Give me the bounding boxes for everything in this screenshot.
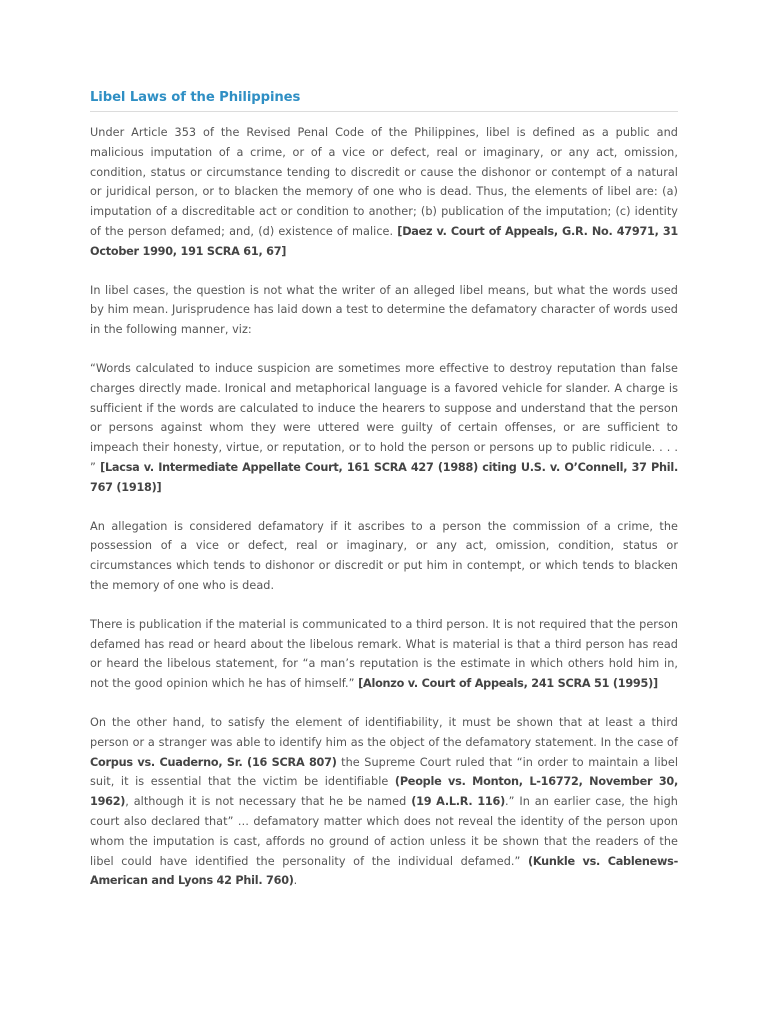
title-divider [90,111,678,112]
paragraph-defamatory-allegation [90,517,678,596]
paragraph-identifiability [90,713,678,891]
body-text: An allegation is considered defamatory if it ascribes to a person the commission of a crime, the possession of a vice or defect, real or imaginary, or any act, omission, condition, status or circumstances which tends to dishonor or discredit or put him in contempt, or which tends to blacken the memory of one who is dead. [90,519,678,592]
document [90,88,678,910]
body-text: There is publication if the material is communicated to a third person. It is not required that the person defamed has read or heard about the libelous remark. What is material is that a third person has read or heard the libelous statement, for “a man’s reputation is the estimate in which others hold him in, not the good opinion which he has of himself.” [90,617,678,691]
paragraph-libel-definition [90,123,678,262]
citation: [Lacsa v. Intermediate Appellate Court, 161 SCRA 427 (1988) citing U.S. v. O’Connell, 37 Phil. 767 (1918)] [90,460,678,494]
body-text: , although it is not necessary that he be named [125,795,412,809]
document-body [90,123,678,891]
citation: [Daez v. Court of Appeals, G.R. No. 47971, 31 October 1990, 191 SCRA 61, 67] [90,224,678,258]
body-text: Under Article 353 of the Revised Penal Code of the Philippines, libel is defined as a public and malicious imputation of a crime, or of a vice or defect, real or imaginary, or any act, omission, condition, status or circumstance tending to discredit or cause the dishonor or contempt of a natural or juridical person, or to blacken the memory of one who is dead. Thus, the elements of libel are: (a) imputation of a discreditable act or condition to another; (b) publication of the imputation; (c) identity of the person defamed; and, (d) existence of malice. [90,126,678,238]
body-text: In libel cases, the question is not what the writer of an alleged libel means, but what the words used by him mean. Jurisprudence has laid down a test to determine the defamatory character of words used in the following manner, viz: [90,283,678,337]
citation: (People vs. Monton, L-16772, November 30, 1962) [90,775,679,809]
body-text: the Supreme Court ruled that “in order to maintain a libel suit, it is essential that the victim be identifiable [90,755,678,789]
paragraph-defamatory-test-intro [90,281,678,340]
citation: (19 A.L.R. 116) [411,795,505,809]
citation: [Alonzo v. Court of Appeals, 241 SCRA 51 (1995)] [358,677,658,691]
paragraph-quoted-test [90,359,678,498]
body-text: “Words calculated to induce suspicion are sometimes more effective to destroy reputation than false charges directly made. Ironical and metaphorical language is a favored vehicle for slander. A charge is sufficient if the words are calculated to induce the hearers to suppose and understand that the person or persons against whom they were uttered were guilty of certain offenses, or are sufficient to impeach their honesty, virtue, or reputation, or to hold the person or persons up to public ridicule. . . . ” [90,361,678,474]
body-text: On the other hand, to satisfy the element of identifiability, it must be shown that at least a third person or a stranger was able to identify him as the object of the defamatory statement. In the case of [90,715,678,749]
body-text: . [293,874,298,888]
citation: (Kunkle vs. Cablenews-American and Lyons 42 Phil. 760) [90,854,678,888]
document-title: Libel Laws of the Philippines [90,90,301,105]
citation: Corpus vs. Cuaderno, Sr. (16 SCRA 807) [90,755,337,769]
body-text: .” In an earlier case, the high court also declared that” … defamatory matter which does not reveal the identity of the person upon whom the imputation is cast, affords no ground of action unless it be shown that the readers of the libel could have identified the personality of the individual defamed.” [90,795,678,868]
paragraph-publication [90,615,678,694]
